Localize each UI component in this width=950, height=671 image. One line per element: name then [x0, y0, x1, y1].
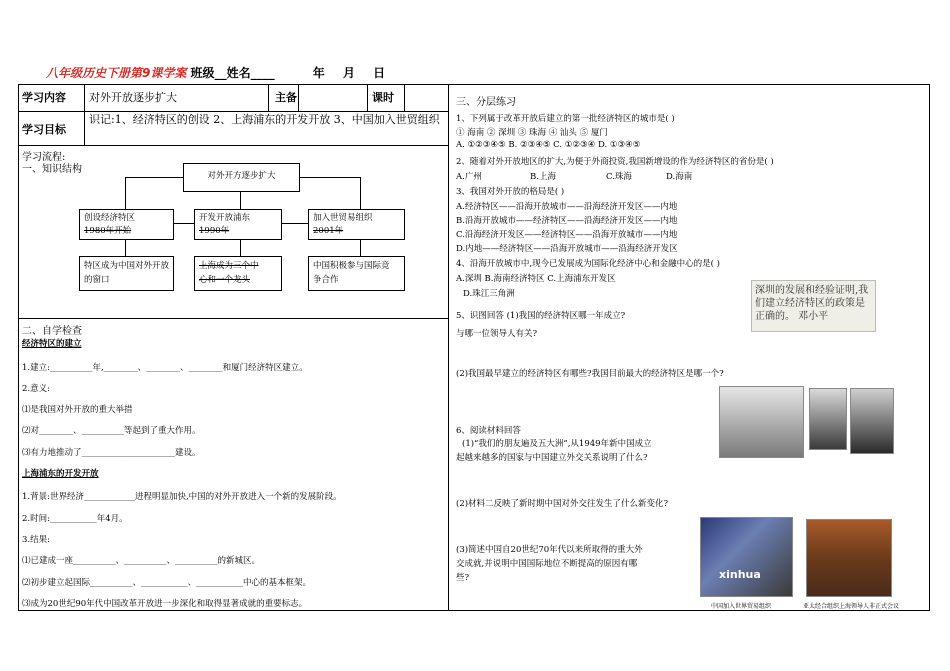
table-col-line [268, 84, 269, 112]
apec-photo [806, 519, 892, 597]
table-border-bottom [18, 610, 930, 611]
question-2-c: C.珠海 [606, 172, 632, 182]
section-self-study: 二、自学检查 [22, 326, 82, 337]
connector-line [125, 177, 126, 209]
question-3: 3、我国对外开放的格局是( ) [456, 187, 565, 197]
pudong-background: 1.背景:世界经济____________进程明显加快,中国的对外开放进入一个新的发展阶段。 [22, 492, 342, 502]
question-6-3a: (3)简述中国自20世纪70年代以来所取得的重大外 [456, 545, 643, 555]
pudong-result-label: 3.结果: [22, 535, 50, 545]
table-border-top [18, 84, 930, 85]
content-label: 学习内容 [22, 91, 66, 104]
question-4-d: D.珠江三角洲 [463, 289, 515, 299]
diagram-node-wto: 加入世贸易组织 2001年 [308, 209, 405, 240]
connector-line [360, 240, 361, 256]
page-title: 八年级历史下册第9课学案 班级__姓名____ 年 月 日 [46, 66, 386, 80]
lead-label: 主备 [275, 91, 297, 104]
question-6-3b: 交成就,并说明中国国际地位不断提高的原因有哪 [456, 559, 638, 569]
pudong-result-1: ⑴已建成一座__________、__________、__________的新城区。 [22, 556, 261, 566]
content-value: 对外开放逐步扩大 [89, 91, 177, 104]
question-2: 2、随着对外开放地区的扩大,为便于外商投资,我国新增设的作为经济特区的省份是( ) [456, 157, 774, 167]
table-col-line [404, 84, 405, 112]
diagram-node-pudong: 开发开放浦东 1990年 [194, 209, 282, 240]
connector-line [125, 177, 183, 178]
calligraphy-image: 深圳的发展和经验证明,我们建立经济特区的政策是正确的。 邓小平 [751, 280, 876, 332]
goal-label: 学习目标 [22, 123, 66, 136]
table-row-line [18, 111, 449, 112]
goal-value: 识记:1、经济特区的创设 2、上海浦东的开发开放 3、中国加入世贸组织 [89, 113, 440, 126]
sez-significance-3: ⑶有力地推动了______________________建设。 [22, 448, 201, 458]
question-5-b: 与哪一位领导人有关? [456, 329, 538, 339]
question-3-b: B.沿海开放城市——经济特区——沿海经济开发区——内地 [456, 216, 678, 226]
section-practice: 三、分层练习 [456, 97, 516, 108]
subheading-sez: 经济特区的建立 [22, 339, 82, 349]
table-col-line [84, 84, 85, 146]
connector-line [300, 177, 360, 178]
question-5: 5、识图回答 (1)我国的经济特区哪一年成立? [456, 311, 626, 321]
table-border-left [18, 84, 19, 611]
question-1: 1、下列属于改革开放后建立的第一批经济特区的城市是( ) [456, 114, 675, 124]
diagram-node-sez: 创设经济特区 1980年开始 [79, 209, 174, 240]
history-photo-2 [809, 388, 847, 450]
connector-line [360, 177, 361, 209]
table-border-right [929, 84, 930, 611]
pudong-time: 2.时间:___________年4月。 [22, 514, 128, 524]
table-center-divider [448, 84, 449, 611]
history-photo-1 [719, 386, 804, 458]
question-1-options: ① 海南 ② 深圳 ③ 珠海 ④ 汕头 ⑤ 厦门 [456, 128, 608, 138]
question-1-answers: A. ①②③④⑤ B. ②③④⑤ C. ①②③④ D. ①③④⑤ [456, 140, 641, 150]
table-col-line [367, 84, 368, 112]
question-3-c: C.沿海经济开发区——经济特区——沿海开放城市——内地 [456, 230, 678, 240]
question-6-2: (2)材料二反映了新时期中国对外交往发生了什么新变化? [456, 499, 669, 509]
question-6-3c: 些? [456, 573, 470, 583]
connector-line [240, 192, 241, 209]
wto-photo: xinhua [700, 517, 793, 597]
table-col-line [298, 84, 299, 112]
sez-significance-2: ⑵对________、__________等起到了重大作用。 [22, 426, 201, 436]
table-row-line [18, 145, 449, 146]
pudong-result-3: ⑶成为20世纪90年代中国改革开放进一步深化和取得显著成就的重要标志。 [22, 599, 308, 609]
pudong-result-2: ⑵初步建立起国际__________、___________、___________中心的基本框架。 [22, 578, 312, 588]
question-5-2: (2)我国最早建立的经济特区有哪些?我国目前最大的经济特区是哪一个? [456, 369, 724, 379]
connector-line [125, 240, 126, 256]
diagram-result-sez: 特区成为中国对外开放的窗口 [79, 256, 174, 291]
question-2-d: D.海南 [666, 172, 693, 182]
connector-line [240, 240, 241, 256]
question-2-a: A.广州 [456, 172, 482, 182]
diagram-result-pudong: 上海成为三个中心和一个龙头 [194, 256, 282, 291]
question-6: 6、阅读材料回答 [456, 426, 521, 436]
diagram-result-wto: 中国积极参与国际竞争合作 [308, 256, 405, 291]
question-2-b: B.上海 [530, 172, 556, 182]
question-6-1a: (1)“我们的朋友遍及五大洲”,从1949年新中国成立 [462, 439, 652, 449]
sez-significance-1: ⑴是我国对外开放的重大举措 [22, 405, 133, 415]
process-label: 学习流程: [22, 152, 66, 163]
sez-significance-label: 2.意义: [22, 384, 50, 394]
question-3-a: A.经济特区——沿海开放城市——沿海经济开发区——内地 [456, 202, 678, 212]
section-knowledge-structure: 一、知识结构 [22, 164, 82, 175]
question-6-1b: 起越来越多的国家与中国建立外交关系说明了什么? [456, 453, 648, 463]
question-3-d: D.内地——经济特区——沿海开放城市——沿海经济开发区 [456, 244, 678, 254]
connector-line [282, 223, 308, 224]
subheading-pudong: 上海浦东的开发开放 [22, 469, 99, 479]
lesson-label: 课时 [372, 91, 394, 104]
table-row-line [18, 318, 449, 319]
sez-founded-line: 1.建立:__________年,________、________、________和厦门经济特区建立。 [22, 363, 308, 373]
photo-caption-wto: 中国加入世界贸易组织 [711, 603, 772, 610]
question-4: 4、沿海开放城市中,现今已发展成为国际化经济中心和金融中心的是( ) [456, 259, 720, 269]
question-4-abc: A.深圳 B.海南经济特区 C.上海浦东开发区 [456, 274, 616, 284]
connector-line [174, 223, 194, 224]
history-photo-3 [850, 388, 894, 454]
diagram-root: 对外开方逐步扩大 [183, 163, 300, 192]
photo-caption-apec: 亚太经合组织上海领导人非正式会议 [803, 603, 900, 610]
